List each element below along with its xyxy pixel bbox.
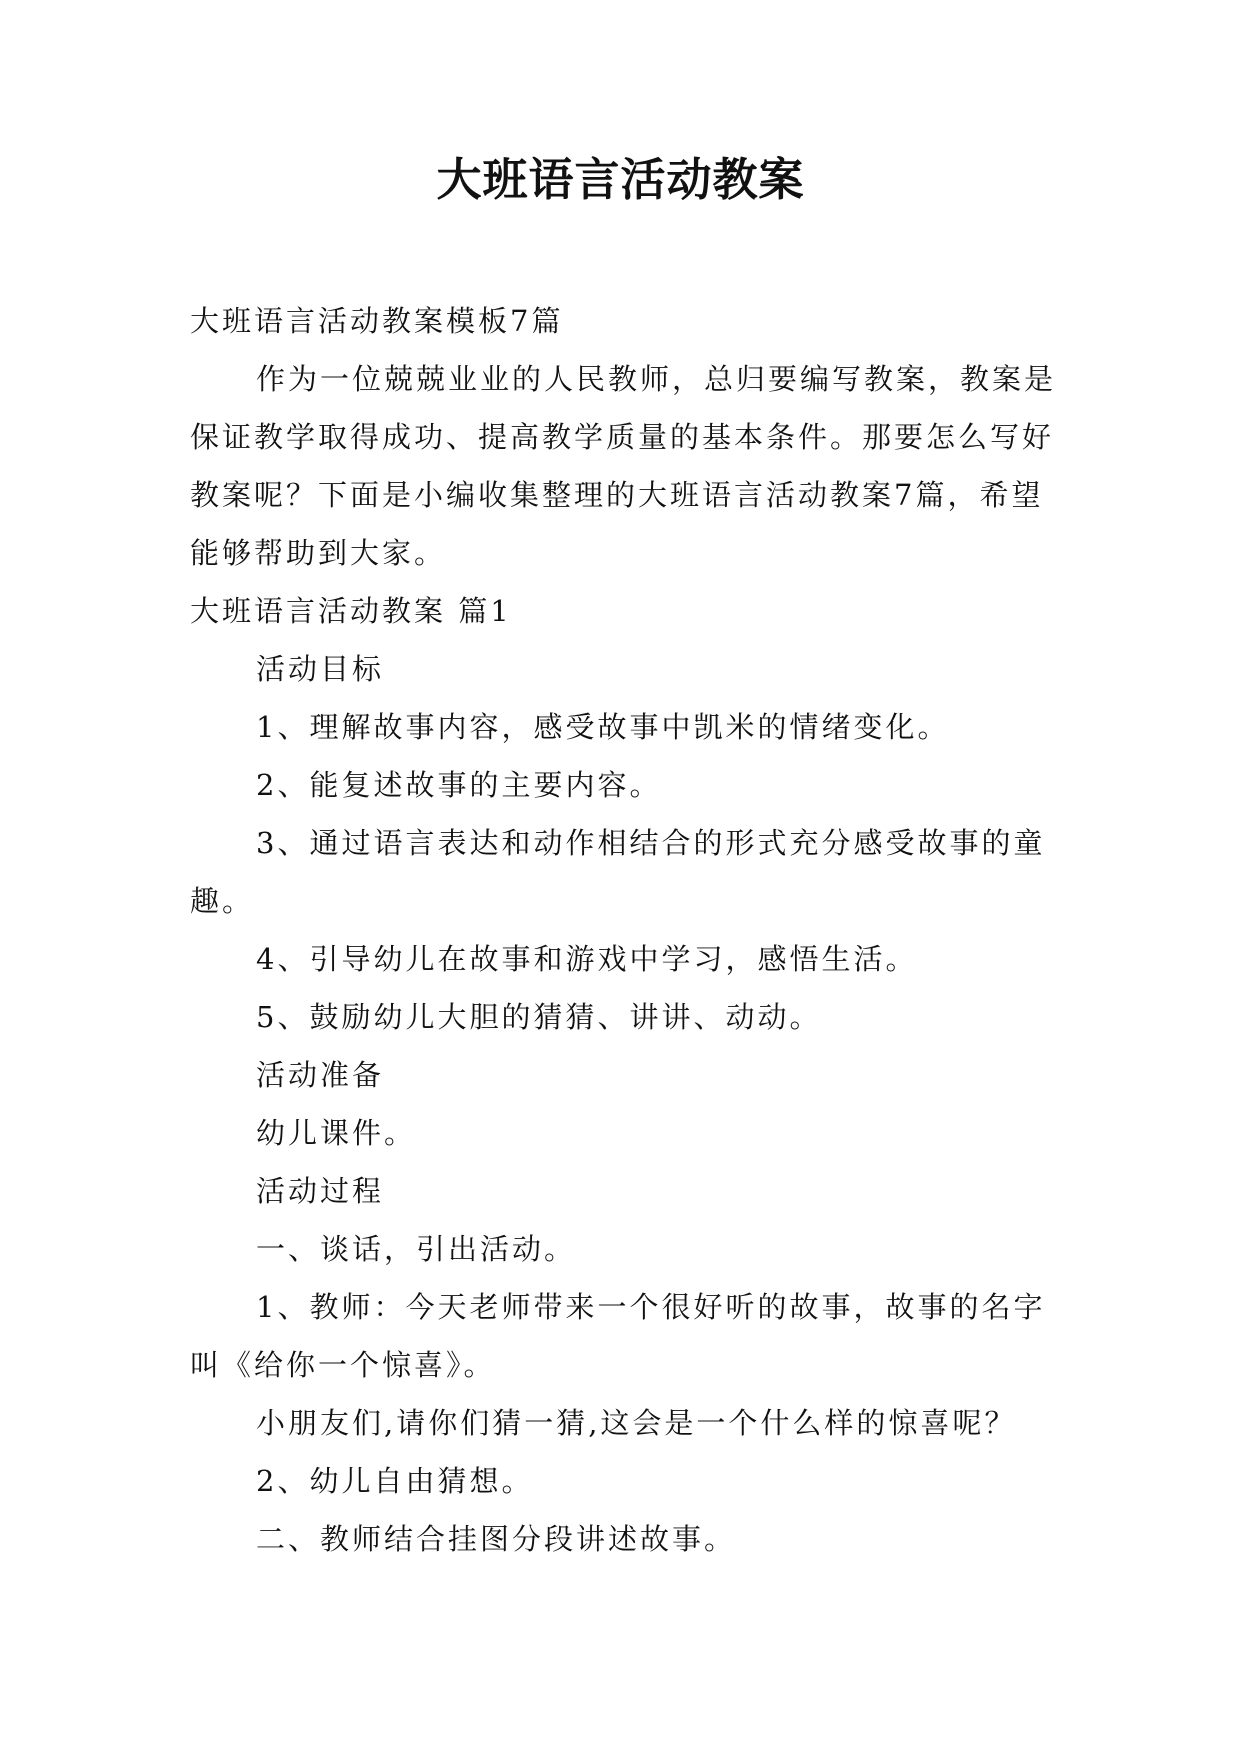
subheading-activity-goals: 活动目标 [256,652,385,686]
process-step: 二、教师结合挂图分段讲述故事。 [256,1522,737,1556]
prep-item: 幼儿课件。 [256,1116,417,1150]
goal-item: 2、能复述故事的主要内容。 [256,768,662,802]
process-step: 一、谈话，引出活动。 [256,1232,577,1266]
intro-paragraph: 作为一位兢兢业业的人民教师，总归要编写教案，教案是保证教学取得成功、提高教学质量的基本条件。那要怎么写好教案呢？下面是小编收集整理的大班语言活动教案7篇，希望能够帮助到大家。 [190,362,1057,570]
document-body [190,292,1065,1568]
process-step: 2、幼儿自由猜想。 [256,1464,534,1498]
goal-item: 5、鼓励幼儿大胆的猜猜、讲讲、动动。 [256,1000,822,1034]
section-heading: 大班语言活动教案 篇1 [190,594,512,628]
subheading-activity-prep: 活动准备 [256,1058,385,1092]
goal-item: 1、理解故事内容，感受故事中凯米的情绪变化。 [256,710,950,744]
goal-item: 4、引导幼儿在故事和游戏中学习，感悟生活。 [256,942,918,976]
subtitle-line: 大班语言活动教案模板7篇 [190,304,564,338]
goal-item: 3、通过语言表达和动作相结合的形式充分感受故事的童趣。 [190,826,1046,918]
process-step: 1、教师：今天老师带来一个很好听的故事，故事的名字叫《给你一个惊喜》。 [190,1290,1046,1382]
process-step: 小朋友们,请你们猜一猜,这会是一个什么样的惊喜呢？ [256,1406,1017,1440]
document-title: 大班语言活动教案 [436,153,805,206]
subheading-activity-process: 活动过程 [256,1174,385,1208]
